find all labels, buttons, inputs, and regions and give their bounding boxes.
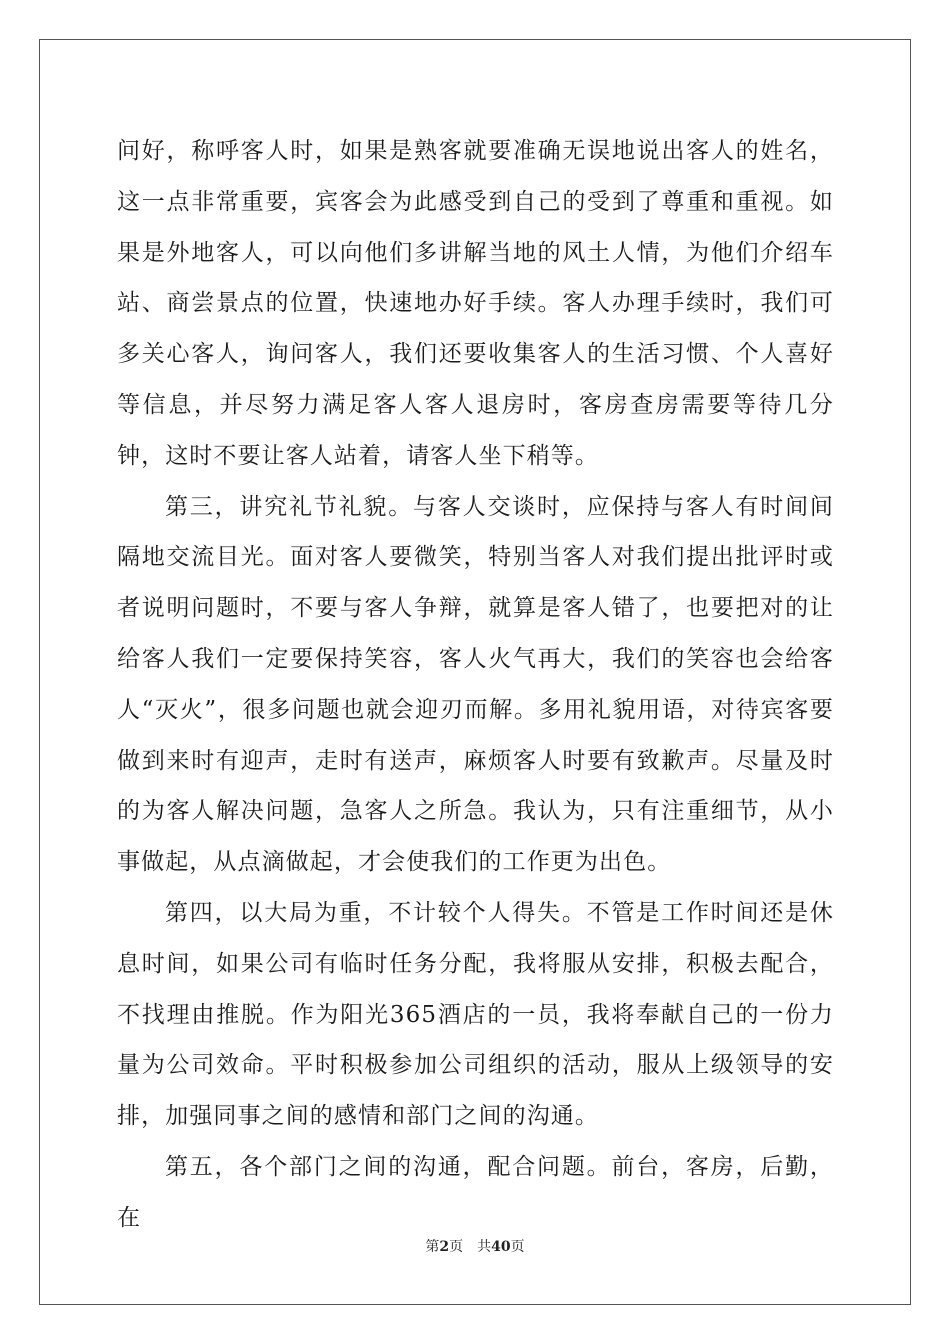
total-prefix: 共: [477, 1239, 492, 1255]
total-pages: 40: [491, 1239, 511, 1255]
paragraph-3: 第四，以大局为重，不计较个人得失。不管是工作时间还是休息时间，如果公司有临时任务分配，我将服从安排，积极去配合，不找理由推脱。作为阳光365酒店的一员，我将奉献自己的一份力量为公司效命。平时积极参加公司组织的活动，服从上级领导的安排，加强同事之间的感情和部门之间的沟通。: [117, 899, 834, 1130]
page-footer: [0, 1236, 950, 1256]
page-number: 2: [439, 1239, 450, 1255]
page-prefix: 第: [425, 1239, 440, 1255]
page-suffix: 页: [449, 1239, 464, 1255]
paragraph-2: 第三，讲究礼节礼貌。与客人交谈时，应保持与客人有时间间隔地交流目光。面对客人要微笑，特别当客人对我们提出批评时或者说明问题时，不要与客人争辩，就算是客人错了，也要把对的让给客人我们一定要保持笑容，客人火气再大，我们的笑容也会给客人“灭火”，很多问题也就会迎刃而解。多用礼貌用语，对待宾客要做到来时有迎声，走时有送声，麻烦客人时要有致歉声。尽量及时的为客人解决问题，急客人之所急。我认为，只有注重细节，从小事做起，从点滴做起，才会使我们的工作更为出色。: [117, 493, 834, 876]
total-suffix: 页: [510, 1239, 525, 1255]
paragraph-4: 第五，各个部门之间的沟通，配合问题。前台，客房，后勤，在: [117, 1153, 834, 1231]
document-body: [117, 126, 834, 1244]
paragraph-1: 问好，称呼客人时，如果是熟客就要准确无误地说出客人的姓名，这一点非常重要，宾客会为此感受到自己的受到了尊重和重视。如果是外地客人，可以向他们多讲解当地的风土人情，为他们介绍车站、商尝景点的位置，快速地办好手续。客人办理手续时，我们可多关心客人，询问客人，我们还要收集客人的生活习惯、个人喜好等信息，并尽努力满足客人客人退房时，客房查房需要等待几分钟，这时不要让客人站着，请客人坐下稍等。: [117, 138, 834, 469]
